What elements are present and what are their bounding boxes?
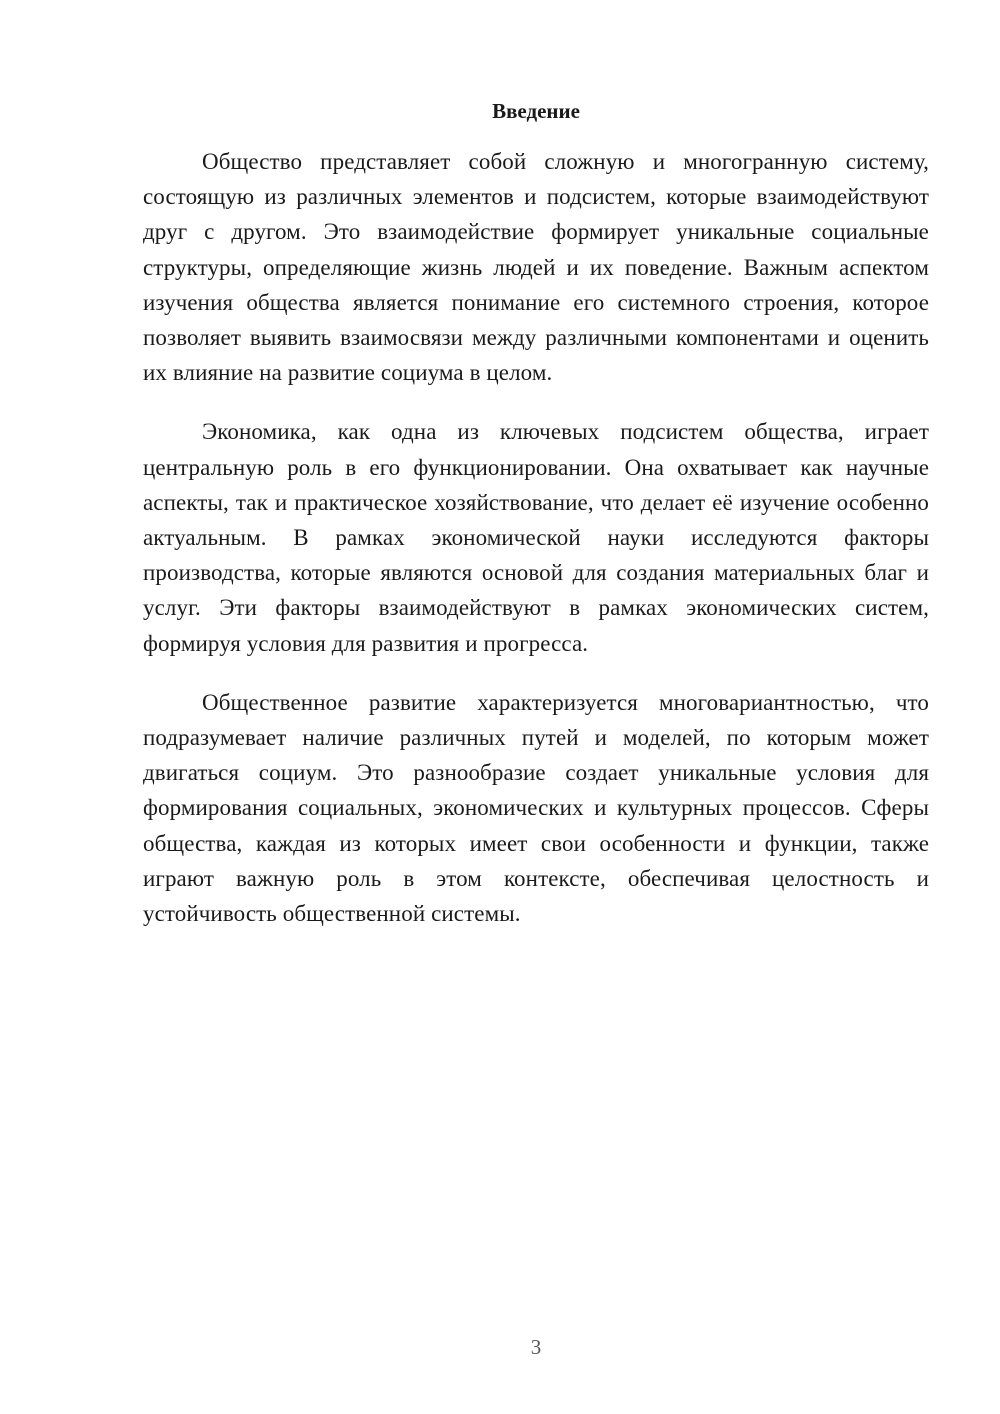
page-number: 3 <box>530 1335 542 1359</box>
body-text <box>143 144 929 955</box>
paragraph: Экономика, как одна из ключевых подсистем общества, играет центральную роль в его функционировании. Она охватывает как научные аспекты, так и практическое хозяйствование, что делает её изучение особенно актуальным. В рамках экономической науки исследуются факторы производства, которые являются основой для создания материальных благ и услуг. Эти факторы взаимодействуют в рамках экономических систем, формируя условия для развития и прогресса. <box>143 419 929 656</box>
paragraph: Общественное развитие характеризуется многовариантностью, что подразумевает наличие различных путей и моделей, по которым может двигаться социум. Это разнообразие создает уникальные условия для формирования социальных, экономических и культурных процессов. Сферы общества, каждая из которых имеет свои особенности и функции, также играют важную роль в этом контексте, обеспечивая целостность и устойчивость общественной системы. <box>143 689 929 927</box>
section-title: Введение <box>492 99 580 123</box>
paragraph: Общество представляет собой сложную и многогранную систему, состоящую из различных элементов и подсистем, которые взаимодействуют друг с другом. Это взаимодействие формирует уникальные социальные структуры, определяющие жизнь людей и их поведение. Важным аспектом изучения общества является понимание его системного строения, которое позволяет выявить взаимосвязи между различными компонентами и оценить их влияние на развитие социума в целом. <box>143 149 929 386</box>
